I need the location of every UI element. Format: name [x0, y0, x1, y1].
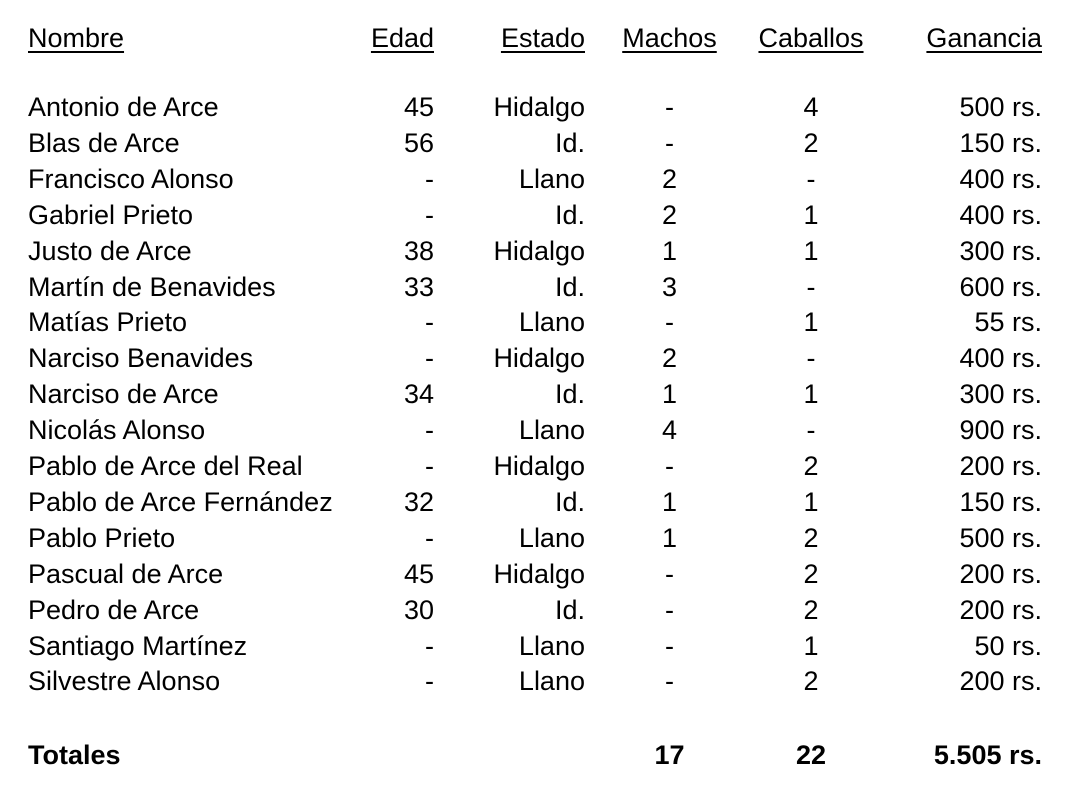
cell-nombre: Nicolás Alonso	[28, 415, 206, 445]
cell-caballos: -	[806, 343, 816, 373]
cell-estado: Id.	[554, 487, 585, 517]
header-ganancia: Ganancia	[926, 23, 1042, 53]
cell-ganancia: 600 rs.	[959, 272, 1042, 302]
cell-nombre: Gabriel Prieto	[28, 200, 194, 230]
cell-caballos: 1	[803, 631, 819, 661]
cell-caballos: 1	[803, 200, 819, 230]
header-machos: Machos	[622, 23, 717, 53]
cell-machos: 1	[661, 379, 678, 409]
cell-edad: -	[425, 164, 434, 194]
totals-caballos: 22	[795, 740, 827, 770]
cell-nombre: Pablo Prieto	[28, 523, 176, 553]
cell-nombre: Antonio de Arce	[28, 92, 219, 122]
totals-machos: 17	[654, 740, 685, 770]
cell-caballos: 2	[803, 451, 819, 481]
cell-machos: 2	[661, 200, 678, 230]
cell-edad: -	[425, 631, 434, 661]
cell-estado: Hidalgo	[493, 343, 585, 373]
cell-nombre: Narciso de Arce	[28, 379, 219, 409]
cell-estado: Llano	[518, 666, 585, 696]
cell-estado: Id.	[554, 595, 585, 625]
cell-edad: 34	[403, 379, 434, 409]
cell-nombre: Narciso Benavides	[28, 343, 254, 373]
cell-machos: -	[665, 559, 674, 589]
cell-machos: -	[665, 666, 674, 696]
cell-ganancia: 200 rs.	[959, 595, 1042, 625]
cell-ganancia: 900 rs.	[959, 415, 1042, 445]
cell-ganancia: 400 rs.	[959, 164, 1042, 194]
totals-label: Totales	[28, 740, 121, 770]
cell-caballos: 2	[803, 595, 819, 625]
cell-machos: -	[665, 92, 674, 122]
cell-machos: 2	[661, 343, 678, 373]
cell-caballos: -	[806, 415, 816, 445]
cell-estado: Id.	[554, 272, 585, 302]
cell-caballos: 2	[803, 523, 819, 553]
cell-ganancia: 300 rs.	[959, 236, 1042, 266]
cell-caballos: 1	[803, 487, 819, 517]
cell-edad: 45	[403, 92, 434, 122]
cell-nombre: Pablo de Arce Fernández	[28, 487, 333, 517]
cell-ganancia: 200 rs.	[959, 559, 1042, 589]
cell-nombre: Pascual de Arce	[28, 559, 224, 589]
cell-nombre: Pedro de Arce	[28, 595, 200, 625]
cell-edad: -	[425, 523, 434, 553]
cell-nombre: Matías Prieto	[28, 307, 188, 337]
cell-machos: -	[665, 128, 674, 158]
cell-edad: -	[425, 451, 434, 481]
cell-machos: -	[665, 595, 674, 625]
cell-machos: 1	[661, 487, 678, 517]
cell-caballos: 4	[803, 92, 819, 122]
cell-nombre: Pablo de Arce del Real	[28, 451, 303, 481]
cell-edad: -	[425, 200, 434, 230]
cell-edad: 56	[403, 128, 434, 158]
cell-edad: -	[425, 307, 434, 337]
cell-machos: -	[665, 451, 674, 481]
cell-caballos: 2	[803, 666, 819, 696]
cell-ganancia: 500 rs.	[959, 523, 1042, 553]
cell-estado: Llano	[518, 164, 585, 194]
cell-edad: 32	[403, 487, 434, 517]
cell-caballos: 1	[803, 379, 819, 409]
cell-edad: -	[425, 666, 434, 696]
cell-machos: 4	[661, 415, 678, 445]
cell-machos: 2	[661, 164, 678, 194]
cell-estado: Hidalgo	[493, 92, 585, 122]
cell-nombre: Silvestre Alonso	[28, 666, 221, 696]
cell-ganancia: 50 rs.	[974, 631, 1042, 661]
cell-caballos: -	[806, 272, 816, 302]
cell-ganancia: 55 rs.	[974, 307, 1042, 337]
header-estado: Estado	[500, 23, 585, 53]
cell-estado: Id.	[554, 200, 585, 230]
cell-ganancia: 200 rs.	[959, 451, 1042, 481]
cell-nombre: Blas de Arce	[28, 128, 180, 158]
cell-caballos: -	[806, 164, 816, 194]
cell-machos: 1	[661, 236, 678, 266]
totals-ganancia: 5.505 rs.	[933, 740, 1042, 770]
cell-ganancia: 300 rs.	[959, 379, 1042, 409]
cell-caballos: 2	[803, 128, 819, 158]
cell-machos: -	[665, 307, 674, 337]
cell-estado: Llano	[518, 523, 585, 553]
cell-estado: Id.	[554, 379, 585, 409]
cell-ganancia: 400 rs.	[959, 343, 1042, 373]
cell-caballos: 2	[803, 559, 819, 589]
cell-estado: Hidalgo	[493, 236, 585, 266]
cell-edad: 30	[403, 595, 434, 625]
header-edad: Edad	[370, 23, 434, 53]
cell-caballos: 1	[803, 236, 819, 266]
cell-nombre: Justo de Arce	[28, 236, 192, 266]
cell-estado: Llano	[518, 415, 585, 445]
cell-ganancia: 150 rs.	[959, 128, 1042, 158]
cell-nombre: Santiago Martínez	[28, 631, 248, 661]
cell-caballos: 1	[803, 307, 819, 337]
cell-estado: Id.	[554, 128, 585, 158]
cell-machos: 3	[661, 272, 678, 302]
cell-estado: Llano	[518, 631, 585, 661]
cell-ganancia: 200 rs.	[959, 666, 1042, 696]
cell-estado: Hidalgo	[493, 559, 585, 589]
cell-nombre: Francisco Alonso	[28, 164, 234, 194]
cell-edad: -	[425, 343, 434, 373]
cell-nombre: Martín de Benavides	[28, 272, 276, 302]
cell-estado: Hidalgo	[493, 451, 585, 481]
cell-machos: -	[665, 631, 674, 661]
header-nombre: Nombre	[28, 23, 125, 53]
cell-machos: 1	[661, 523, 678, 553]
cell-ganancia: 400 rs.	[959, 200, 1042, 230]
cell-edad: -	[425, 415, 434, 445]
cell-edad: 33	[403, 272, 434, 302]
cell-ganancia: 150 rs.	[959, 487, 1042, 517]
cell-edad: 45	[403, 559, 434, 589]
cell-estado: Llano	[518, 307, 585, 337]
header-caballos: Caballos	[758, 23, 864, 53]
cell-ganancia: 500 rs.	[959, 92, 1042, 122]
cell-edad: 38	[403, 236, 434, 266]
